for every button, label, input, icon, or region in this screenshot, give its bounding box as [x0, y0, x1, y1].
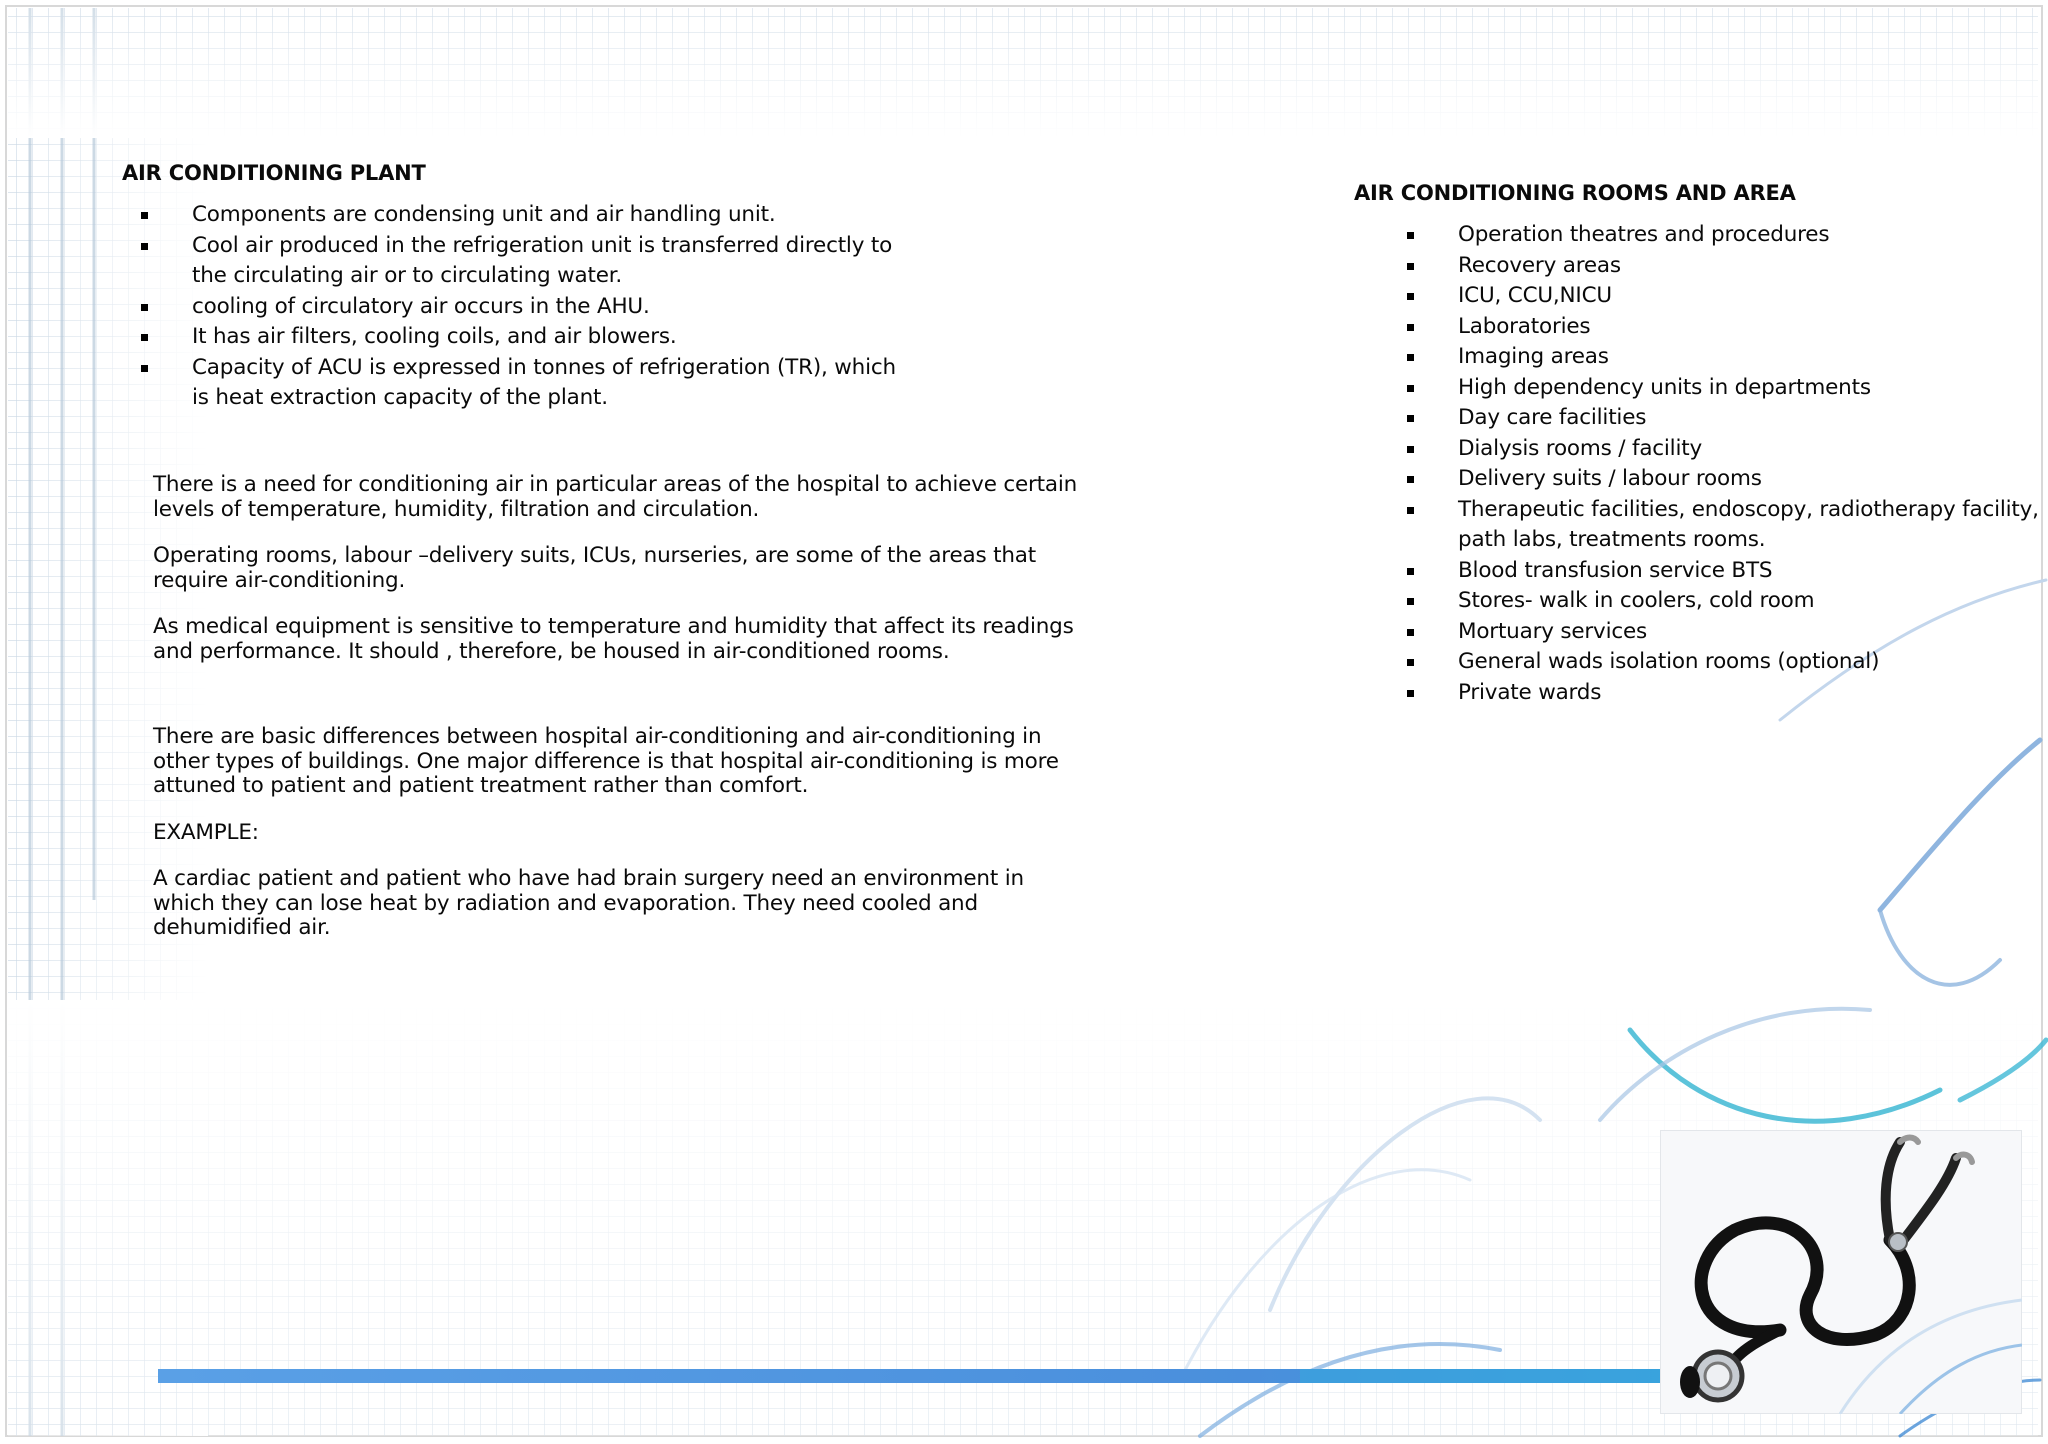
list-item: Components are condensing unit and air handling unit.: [137, 200, 897, 231]
list-item: Dialysis rooms / facility: [1403, 434, 2043, 465]
list-item: Recovery areas: [1403, 251, 2043, 282]
list-item: Day care facilities: [1403, 403, 2043, 434]
list-item: Delivery suits / labour rooms: [1403, 464, 2043, 495]
rooms-list: [1403, 220, 2043, 708]
list-item: Stores- walk in coolers, cold room: [1403, 586, 2043, 617]
list-item: High dependency units in departments: [1403, 373, 2043, 404]
list-item: Private wards: [1403, 678, 2043, 709]
left-heading: AIR CONDITIONING PLANT: [122, 161, 426, 185]
body-text: [153, 473, 1083, 963]
list-item: It has air filters, cooling coils, and air blowers.: [137, 322, 897, 353]
paragraph: As medical equipment is sensitive to temperature and humidity that affect its readings and performance. It should , therefore, be housed in air-conditioned rooms.: [153, 614, 1074, 664]
list-item: cooling of circulatory air occurs in the AHU.: [137, 292, 897, 323]
list-item: ICU, CCU,NICU: [1403, 281, 2043, 312]
right-heading: AIR CONDITIONING ROOMS AND AREA: [1354, 181, 1796, 205]
list-item: Laboratories: [1403, 312, 2043, 343]
list-item: General wads isolation rooms (optional): [1403, 647, 2043, 678]
list-item: Imaging areas: [1403, 342, 2043, 373]
list-item: Cool air produced in the refrigeration unit is transferred directly to the circulating air or to circulating water.: [137, 231, 897, 292]
list-item: Mortuary services: [1403, 617, 2043, 648]
list-item: Therapeutic facilities, endoscopy, radiotherapy facility, path labs, treatments rooms.: [1403, 495, 2043, 556]
list-item: Capacity of ACU is expressed in tonnes of refrigeration (TR), which is heat extraction capacity of the plant.: [137, 353, 897, 414]
paragraph: A cardiac patient and patient who have had brain surgery need an environment in which they can lose heat by radiation and evaporation. They need cooled and dehumidified air.: [153, 866, 1024, 940]
paragraph: There is a need for conditioning air in particular areas of the hospital to achieve certain levels of temperature, humidity, filtration and circulation.: [153, 472, 1078, 522]
list-item: Operation theatres and procedures: [1403, 220, 2043, 251]
stethoscope-icon: [1660, 1130, 2022, 1414]
paragraph: Operating rooms, labour –delivery suits, ICUs, nurseries, are some of the areas that require air-conditioning.: [153, 543, 1036, 593]
left-bullet-list: [137, 200, 897, 414]
example-label: EXAMPLE:: [153, 819, 259, 845]
paragraph: There are basic differences between hospital air-conditioning and air-conditioning in other types of buildings. One major difference is that hospital air-conditioning is more attuned to patient and patient treatment rather than comfort.: [153, 724, 1059, 798]
list-item: Blood transfusion service BTS: [1403, 556, 2043, 587]
